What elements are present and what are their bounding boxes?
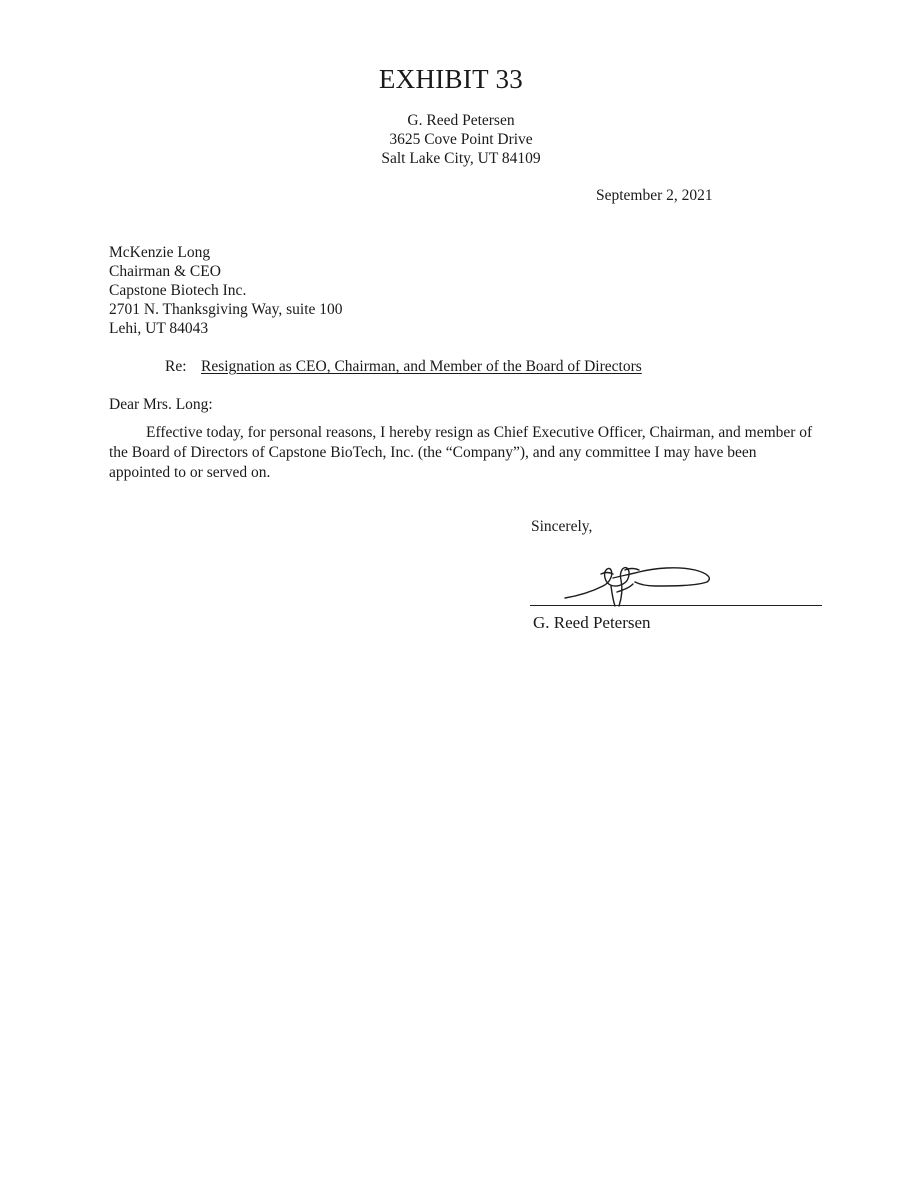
recipient-title: Chairman & CEO <box>109 263 221 280</box>
subject-text: Resignation as CEO, Chairman, and Member of the Board of Directors <box>201 358 642 375</box>
letter-body: Effective today, for personal reasons, I hereby resign as Chief Executive Officer, Chairman, and member of the Board of Directors of Capstone BioTech, Inc. (the “Company”), and any committee I may have been appointed to or served on. <box>109 424 813 481</box>
sender-city-state-zip: Salt Lake City, UT 84109 <box>381 150 541 167</box>
salutation: Dear Mrs. Long: <box>109 396 213 413</box>
recipient-company: Capstone Biotech Inc. <box>109 282 247 299</box>
subject-label: Re: <box>165 358 187 375</box>
letter-date: September 2, 2021 <box>596 187 713 204</box>
recipient-address-block <box>109 243 343 338</box>
recipient-street: 2701 N. Thanksgiving Way, suite 100 <box>109 301 343 318</box>
closing: Sincerely, <box>531 518 593 535</box>
sender-street: 3625 Cove Point Drive <box>389 131 533 148</box>
sender-name: G. Reed Petersen <box>407 112 515 129</box>
recipient-name: McKenzie Long <box>109 244 211 261</box>
sender-address-block <box>0 111 918 168</box>
signer-name: G. Reed Petersen <box>533 613 651 632</box>
recipient-city-state-zip: Lehi, UT 84043 <box>109 320 209 337</box>
signature-line <box>530 605 822 606</box>
exhibit-title: EXHIBIT 33 <box>378 64 524 94</box>
handwritten-signature <box>555 556 725 610</box>
subject-line <box>165 357 642 376</box>
